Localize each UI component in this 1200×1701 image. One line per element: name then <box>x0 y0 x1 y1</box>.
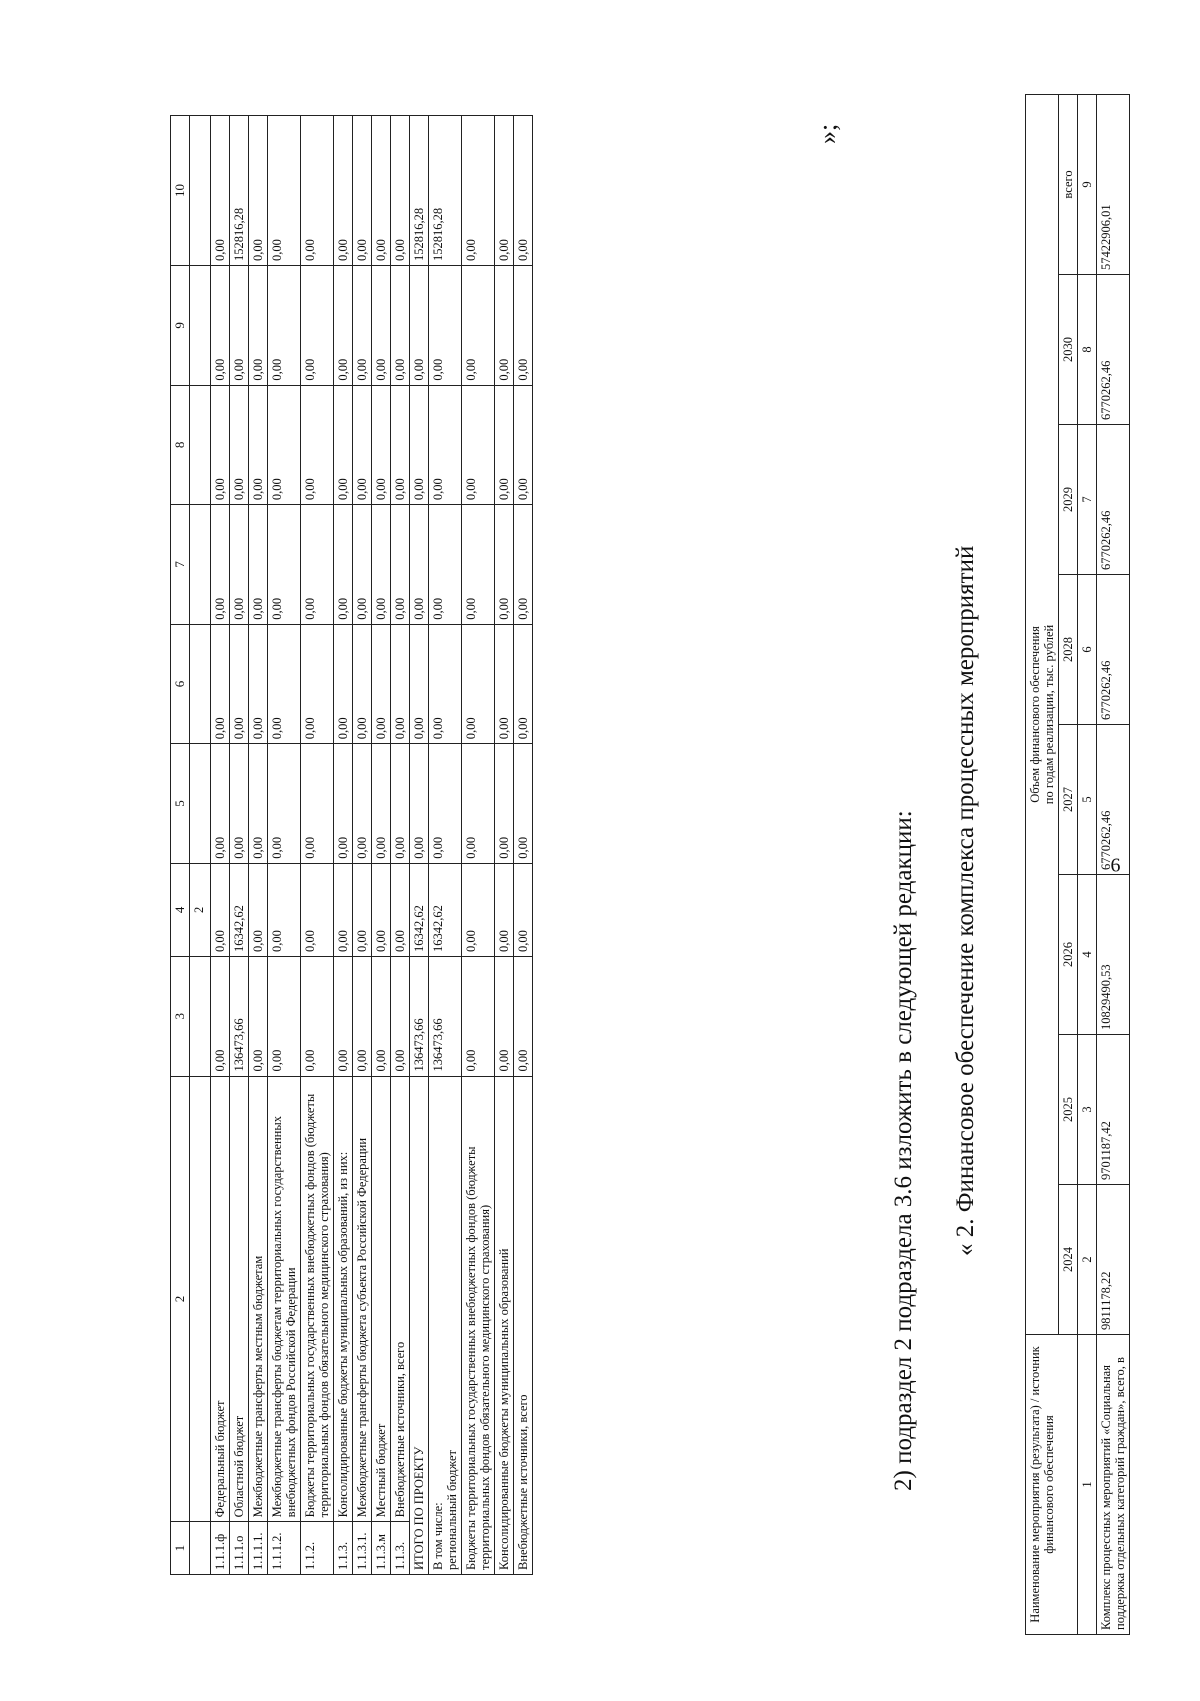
value-cell: 16342,62 <box>429 863 462 956</box>
value-cell: 0,00 <box>391 505 410 625</box>
value-cell: 0,00 <box>301 266 334 386</box>
total-label: ИТОГО ПО ПРОЕКТУ <box>410 1076 429 1574</box>
row-code: 1.1.1.о <box>230 1522 249 1575</box>
row-code: 1.1.3.1. <box>353 1522 372 1575</box>
header-cell: 7 <box>171 505 190 625</box>
value-cell: 0,00 <box>372 116 391 266</box>
value-cell: 0,00 <box>391 624 410 744</box>
value-cell: 136473,66 <box>429 956 462 1076</box>
header-cell: 3 <box>171 956 190 1076</box>
value-cell: 0,00 <box>301 505 334 625</box>
value-cell: 0,00 <box>334 116 353 266</box>
row-name: Комплекс процессных мероприятий «Социальная поддержка отдельных категорий граждан», всего, в <box>1097 1335 1130 1635</box>
value-cell: 0,00 <box>410 505 429 625</box>
row-name: Местный бюджет <box>372 1076 391 1522</box>
year-header: 2029 <box>1059 425 1078 575</box>
value-cell: 0,00 <box>230 505 249 625</box>
value-cell: 0,00 <box>353 624 372 744</box>
year-header: 2027 <box>1059 725 1078 875</box>
year-header: 2025 <box>1059 1035 1078 1185</box>
row-code: 1.1.1.ф <box>211 1522 230 1575</box>
row-name: Межбюджетные трансферты бюджетам территориальных государственных внебюджетных фондов Российской Федерации <box>268 1076 301 1522</box>
value-cell: 0,00 <box>334 385 353 505</box>
header-cell: 2 <box>171 1076 190 1522</box>
value-cell: 136473,66 <box>230 956 249 1076</box>
row-name: Внебюджетные источники, всего <box>391 1076 410 1522</box>
value-cell: 0,00 <box>514 505 533 625</box>
value-cell: 0,00 <box>462 863 495 956</box>
value-cell: 0,00 <box>301 744 334 864</box>
value-cell: 0,00 <box>334 505 353 625</box>
value-cell: 0,00 <box>514 744 533 864</box>
value-cell: 0,00 <box>268 116 301 266</box>
value-cell: 0,00 <box>301 116 334 266</box>
column-number: 3 <box>1078 1035 1097 1185</box>
value-cell: 0,00 <box>391 956 410 1076</box>
value-cell: 0,00 <box>410 624 429 744</box>
table-header-row <box>1026 94 1059 1634</box>
value-cell: 0,00 <box>301 385 334 505</box>
value-cell: 0,00 <box>211 505 230 625</box>
quote-close: »; <box>813 123 842 144</box>
year-header: 2024 <box>1059 1185 1078 1335</box>
value-cell: 0,00 <box>372 624 391 744</box>
row-name: Бюджеты территориальных государственных внебюджетных фондов (бюджеты территориальных фондов обязательного медицинского страхования) <box>301 1076 334 1522</box>
table-row <box>514 116 533 1575</box>
value-cell: 0,00 <box>353 116 372 266</box>
value-cell: 0,00 <box>301 863 334 956</box>
row-code: 1.1.3. <box>391 1522 410 1575</box>
value-cell: 0,00 <box>391 266 410 386</box>
value-cell: 0,00 <box>211 116 230 266</box>
column-number: 5 <box>1078 725 1097 875</box>
value-cell: 0,00 <box>301 624 334 744</box>
value-cell: 0,00 <box>249 863 268 956</box>
value-cell: 0,00 <box>495 956 514 1076</box>
value-cell: 0,00 <box>334 863 353 956</box>
value-cell: 0,00 <box>353 385 372 505</box>
value-cell: 0,00 <box>230 744 249 864</box>
value-cell: 0,00 <box>230 385 249 505</box>
row-code: 1.1.3.м <box>372 1522 391 1575</box>
header-cell: Наименование мероприятия (результата) / источник финансового обеспечения <box>1026 1335 1078 1635</box>
header-cell: 1 <box>171 1522 190 1575</box>
value-cell: 16342,62 <box>410 863 429 956</box>
row-name: Консолидированные бюджеты муниципальных образований, из них: <box>334 1076 353 1522</box>
value-cell: 0,00 <box>211 266 230 386</box>
row-name: Межбюджетные трансферты местным бюджетам <box>249 1076 268 1522</box>
value-cell: 0,00 <box>353 744 372 864</box>
value-cell: 0,00 <box>249 956 268 1076</box>
value-cell: 0,00 <box>462 624 495 744</box>
column-number: 9 <box>1078 94 1097 274</box>
value-cell: 0,00 <box>514 956 533 1076</box>
value-cell: 0,00 <box>334 266 353 386</box>
header-group-line: по годам реализации, тыс. рублей <box>1042 624 1056 805</box>
value-cell: 0,00 <box>372 505 391 625</box>
value-cell: 0,00 <box>353 266 372 386</box>
value-cell: 0,00 <box>301 956 334 1076</box>
value-cell: 136473,66 <box>410 956 429 1076</box>
value-cell: 0,00 <box>268 956 301 1076</box>
value-cell: 0,00 <box>353 863 372 956</box>
value-cell: 6770262,46 <box>1097 275 1130 425</box>
value-cell: 0,00 <box>249 744 268 864</box>
header-cell: 10 <box>171 116 190 266</box>
column-number: 6 <box>1078 575 1097 725</box>
row-code: 1.1.3. <box>334 1522 353 1575</box>
table-row <box>230 116 249 1575</box>
row-code: 1.1.1.1. <box>249 1522 268 1575</box>
year-header: 2028 <box>1059 575 1078 725</box>
including-label-line: региональный бюджет <box>445 1450 459 1570</box>
value-cell: 0,00 <box>211 744 230 864</box>
value-cell: 152816,28 <box>410 116 429 266</box>
table-subheader-row <box>190 116 211 1575</box>
value-cell: 6770262,46 <box>1097 425 1130 575</box>
value-cell: 0,00 <box>353 956 372 1076</box>
value-cell: 0,00 <box>429 505 462 625</box>
value-cell: 152816,28 <box>230 116 249 266</box>
value-cell: 0,00 <box>372 385 391 505</box>
value-cell: 10829490,53 <box>1097 875 1130 1035</box>
including-row <box>429 116 462 1575</box>
amendment-paragraph: 2) подраздел 2 подраздела 3.6 изложить в следующей редакции: <box>890 810 917 1491</box>
value-cell: 0,00 <box>462 956 495 1076</box>
table-row <box>462 116 495 1575</box>
subheader-cell: 2 <box>190 863 211 956</box>
value-cell: 6770262,46 <box>1097 575 1130 725</box>
value-cell: 0,00 <box>514 116 533 266</box>
financing-table-process <box>1025 94 1130 1635</box>
table-row <box>372 116 391 1575</box>
value-cell: 0,00 <box>249 505 268 625</box>
table-numbers-row <box>1078 94 1097 1634</box>
value-cell: 0,00 <box>514 624 533 744</box>
value-cell: 0,00 <box>429 266 462 386</box>
page-number: 6 <box>1110 854 1121 877</box>
header-cell: 9 <box>171 266 190 386</box>
value-cell: 0,00 <box>410 744 429 864</box>
table-row <box>353 116 372 1575</box>
value-cell: 6770262,46 <box>1097 725 1130 875</box>
value-cell: 0,00 <box>268 744 301 864</box>
header-group <box>1026 94 1059 1334</box>
year-header: 2026 <box>1059 875 1078 1035</box>
year-header: всего <box>1059 94 1078 274</box>
value-cell: 0,00 <box>249 385 268 505</box>
value-cell: 0,00 <box>353 505 372 625</box>
including-label-line: В том числе: <box>431 1502 445 1570</box>
section-heading: « 2. Финансовое обеспечение комплекса процессных мероприятий <box>952 545 979 1256</box>
value-cell: 9811178,22 <box>1097 1185 1130 1335</box>
value-cell: 0,00 <box>268 385 301 505</box>
column-number: 8 <box>1078 275 1097 425</box>
value-cell: 0,00 <box>462 385 495 505</box>
value-cell: 0,00 <box>410 385 429 505</box>
value-cell: 0,00 <box>268 624 301 744</box>
value-cell: 0,00 <box>429 385 462 505</box>
value-cell: 0,00 <box>391 385 410 505</box>
value-cell: 9701187,42 <box>1097 1035 1130 1185</box>
value-cell: 16342,62 <box>230 863 249 956</box>
including-label <box>429 1076 462 1574</box>
header-cell: 4 <box>171 863 190 956</box>
value-cell: 0,00 <box>462 266 495 386</box>
column-number: 2 <box>1078 1185 1097 1335</box>
year-header: 2030 <box>1059 275 1078 425</box>
value-cell: 57422906,01 <box>1097 94 1130 274</box>
table-header-row <box>171 116 190 1575</box>
column-number: 4 <box>1078 875 1097 1035</box>
value-cell: 0,00 <box>249 116 268 266</box>
column-number: 7 <box>1078 425 1097 575</box>
row-code: 1.1.1.2. <box>268 1522 301 1575</box>
value-cell: 0,00 <box>372 266 391 386</box>
value-cell: 0,00 <box>514 863 533 956</box>
value-cell: 0,00 <box>391 863 410 956</box>
header-cell: 8 <box>171 385 190 505</box>
row-name: Межбюджетные трансферты бюджета субъекта Российской Федерации <box>353 1076 372 1522</box>
header-group-line: Объем финансового обеспечения <box>1028 626 1042 803</box>
value-cell: 0,00 <box>334 956 353 1076</box>
value-cell: 0,00 <box>462 116 495 266</box>
value-cell: 0,00 <box>268 266 301 386</box>
table-row <box>249 116 268 1575</box>
value-cell: 0,00 <box>495 116 514 266</box>
value-cell: 0,00 <box>514 266 533 386</box>
row-name: Федеральный бюджет <box>211 1076 230 1522</box>
value-cell: 0,00 <box>410 266 429 386</box>
value-cell: 0,00 <box>268 863 301 956</box>
value-cell: 0,00 <box>268 505 301 625</box>
table-row <box>495 116 514 1575</box>
row-code: 1.1.2. <box>301 1522 334 1575</box>
value-cell: 0,00 <box>372 744 391 864</box>
row-name: Внебюджетные источники, всего <box>514 1076 533 1574</box>
table-row <box>1097 94 1130 1634</box>
financing-table-project <box>170 115 533 1575</box>
value-cell: 0,00 <box>495 385 514 505</box>
table-row <box>268 116 301 1575</box>
value-cell: 0,00 <box>495 863 514 956</box>
value-cell: 0,00 <box>249 266 268 386</box>
value-cell: 0,00 <box>391 744 410 864</box>
value-cell: 0,00 <box>211 863 230 956</box>
column-number: 1 <box>1078 1335 1097 1635</box>
value-cell: 0,00 <box>334 744 353 864</box>
value-cell: 0,00 <box>429 744 462 864</box>
header-cell: 5 <box>171 744 190 864</box>
value-cell: 0,00 <box>429 624 462 744</box>
value-cell: 0,00 <box>230 624 249 744</box>
value-cell: 0,00 <box>462 505 495 625</box>
value-cell: 0,00 <box>495 266 514 386</box>
row-name: Консолидированные бюджеты муниципальных образований <box>495 1076 514 1574</box>
value-cell: 0,00 <box>211 385 230 505</box>
row-name: Областной бюджет <box>230 1076 249 1522</box>
value-cell: 0,00 <box>334 624 353 744</box>
row-name: Бюджеты территориальных государственных внебюджетных фондов (бюджеты территориальных фондов обязательного медицинского страхования) <box>462 1076 495 1574</box>
value-cell: 0,00 <box>495 505 514 625</box>
value-cell: 0,00 <box>211 956 230 1076</box>
table-row <box>391 116 410 1575</box>
value-cell: 0,00 <box>391 116 410 266</box>
value-cell: 0,00 <box>230 266 249 386</box>
table-row <box>211 116 230 1575</box>
value-cell: 0,00 <box>514 385 533 505</box>
value-cell: 152816,28 <box>429 116 462 266</box>
value-cell: 0,00 <box>462 744 495 864</box>
total-row <box>410 116 429 1575</box>
value-cell: 0,00 <box>495 744 514 864</box>
value-cell: 0,00 <box>495 624 514 744</box>
header-cell: 6 <box>171 624 190 744</box>
value-cell: 0,00 <box>372 956 391 1076</box>
value-cell: 0,00 <box>211 624 230 744</box>
table-row <box>334 116 353 1575</box>
value-cell: 0,00 <box>249 624 268 744</box>
value-cell: 0,00 <box>372 863 391 956</box>
table-row <box>301 116 334 1575</box>
